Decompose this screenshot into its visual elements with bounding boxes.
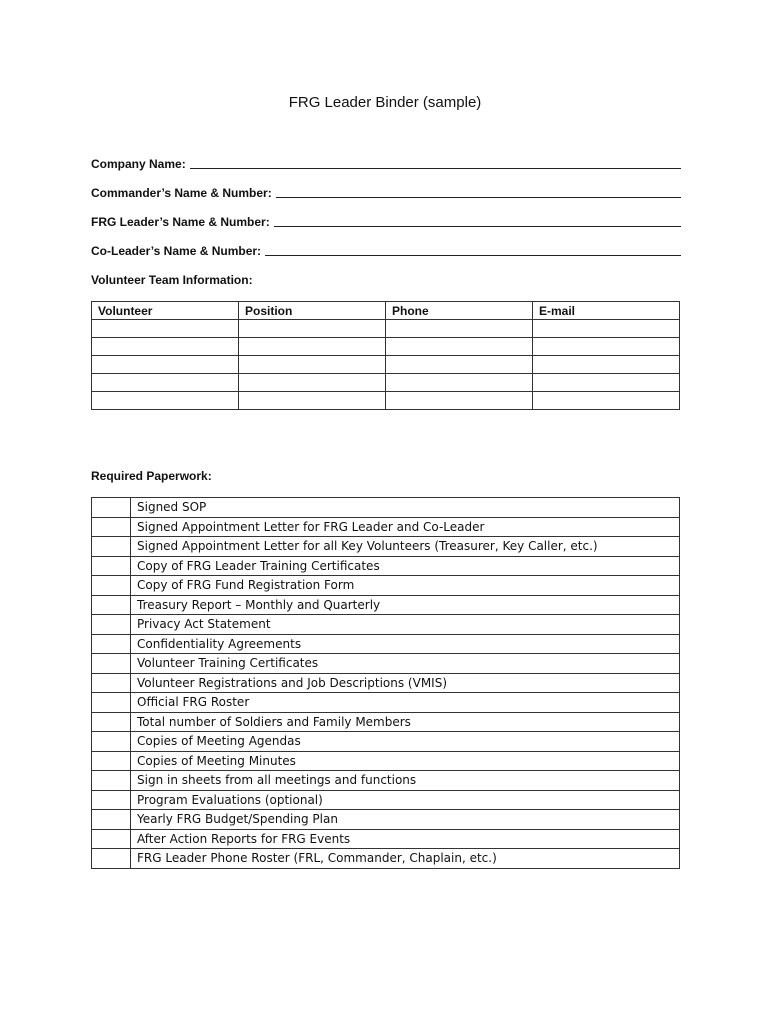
table-cell[interactable] [92,338,239,356]
list-item [92,712,680,732]
paperwork-item-label: Signed Appointment Letter for FRG Leader and Co-Leader [131,517,680,537]
checkbox-cell[interactable] [92,537,131,557]
checkbox-cell[interactable] [92,595,131,615]
list-item [92,595,680,615]
paperwork-item-label: Signed SOP [131,498,680,518]
checkbox-cell[interactable] [92,829,131,849]
column-header-position: Position [239,302,386,320]
table-row [92,374,680,392]
paperwork-item-label: Copy of FRG Leader Training Certificates [131,556,680,576]
required-paperwork-heading: Required Paperwork: [91,469,212,483]
paperwork-item-label: Sign in sheets from all meetings and functions [131,771,680,791]
list-item [92,634,680,654]
co-leader-name-field[interactable] [91,244,681,258]
table-cell[interactable] [533,392,680,410]
list-item [92,498,680,518]
table-row [92,356,680,374]
list-item [92,556,680,576]
table-cell[interactable] [386,356,533,374]
checkbox-cell[interactable] [92,693,131,713]
frg-leader-name-label: FRG Leader’s Name & Number: [91,215,270,229]
table-row [92,392,680,410]
paperwork-item-label: Yearly FRG Budget/Spending Plan [131,810,680,830]
list-item [92,615,680,635]
table-cell[interactable] [239,392,386,410]
list-item [92,771,680,791]
frg-leader-name-line[interactable] [274,226,681,227]
volunteer-team-heading: Volunteer Team Information: [91,273,253,287]
checkbox-cell[interactable] [92,673,131,693]
paperwork-item-label: Treasury Report – Monthly and Quarterly [131,595,680,615]
paperwork-item-label: Signed Appointment Letter for all Key Volunteers (Treasurer, Key Caller, etc.) [131,537,680,557]
list-item [92,751,680,771]
commander-name-field[interactable] [91,186,681,200]
table-cell[interactable] [239,320,386,338]
column-header-email: E-mail [533,302,680,320]
checkbox-cell[interactable] [92,732,131,752]
table-cell[interactable] [533,374,680,392]
paperwork-item-label: Total number of Soldiers and Family Members [131,712,680,732]
checkbox-cell[interactable] [92,517,131,537]
checkbox-cell[interactable] [92,498,131,518]
table-header-row [92,302,680,320]
paperwork-item-label: Copies of Meeting Agendas [131,732,680,752]
table-cell[interactable] [533,338,680,356]
company-name-field[interactable] [91,157,681,171]
company-name-line[interactable] [190,168,681,169]
commander-name-line[interactable] [276,197,681,198]
volunteer-team-table [91,301,680,410]
checkbox-cell[interactable] [92,556,131,576]
table-cell[interactable] [386,374,533,392]
list-item [92,790,680,810]
co-leader-name-line[interactable] [265,255,681,256]
paperwork-item-label: Copy of FRG Fund Registration Form [131,576,680,596]
frg-leader-name-field[interactable] [91,215,681,229]
paperwork-item-label: Volunteer Training Certificates [131,654,680,674]
table-cell[interactable] [386,338,533,356]
checkbox-cell[interactable] [92,771,131,791]
paperwork-item-label: After Action Reports for FRG Events [131,829,680,849]
list-item [92,810,680,830]
checkbox-cell[interactable] [92,790,131,810]
list-item [92,654,680,674]
co-leader-name-label: Co-Leader’s Name & Number: [91,244,262,258]
table-row [92,320,680,338]
list-item [92,517,680,537]
table-cell[interactable] [239,374,386,392]
list-item [92,849,680,869]
list-item [92,693,680,713]
checkbox-cell[interactable] [92,810,131,830]
checkbox-cell[interactable] [92,615,131,635]
list-item [92,732,680,752]
document-title: FRG Leader Binder (sample) [288,94,482,111]
company-name-label: Company Name: [91,157,186,171]
table-cell[interactable] [92,374,239,392]
paperwork-item-label: Copies of Meeting Minutes [131,751,680,771]
paperwork-item-label: Confidentiality Agreements [131,634,680,654]
checkbox-cell[interactable] [92,576,131,596]
paperwork-item-label: Volunteer Registrations and Job Descriptions (VMIS) [131,673,680,693]
checkbox-cell[interactable] [92,654,131,674]
checkbox-cell[interactable] [92,712,131,732]
table-cell[interactable] [533,356,680,374]
paperwork-item-label: Privacy Act Statement [131,615,680,635]
table-cell[interactable] [92,320,239,338]
table-row [92,338,680,356]
commander-name-label: Commander’s Name & Number: [91,186,272,200]
checkbox-cell[interactable] [92,751,131,771]
column-header-volunteer: Volunteer [92,302,239,320]
paperwork-item-label: Official FRG Roster [131,693,680,713]
list-item [92,537,680,557]
paperwork-item-label: Program Evaluations (optional) [131,790,680,810]
table-cell[interactable] [92,356,239,374]
table-cell[interactable] [533,320,680,338]
column-header-phone: Phone [386,302,533,320]
table-cell[interactable] [386,392,533,410]
paperwork-item-label: FRG Leader Phone Roster (FRL, Commander, Chaplain, etc.) [131,849,680,869]
list-item [92,673,680,693]
list-item [92,576,680,596]
table-cell[interactable] [386,320,533,338]
checkbox-cell[interactable] [92,849,131,869]
table-cell[interactable] [239,338,386,356]
table-cell[interactable] [239,356,386,374]
list-item [92,829,680,849]
checkbox-cell[interactable] [92,634,131,654]
table-cell[interactable] [92,392,239,410]
required-paperwork-table [91,497,680,869]
